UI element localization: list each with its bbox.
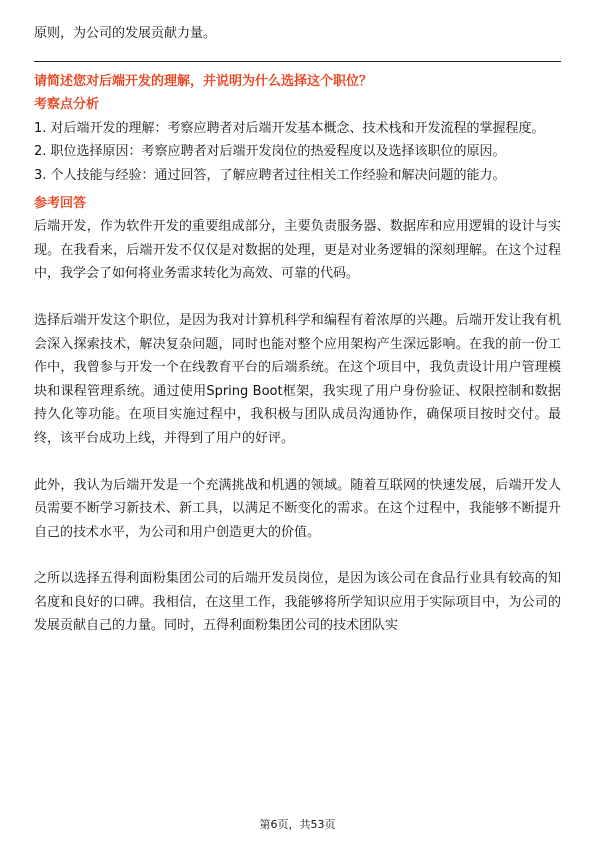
analysis-item: 3. 个人技能与经验：通过回答，了解应聘者过往相关工作经验和解决问题的能力。 (34, 167, 506, 183)
answer-paragraph: 后端开发，作为软件开发的重要组成部分，主要负责服务器、数据库和应用逻辑的设计与实现。在我看来，后端开发不仅仅是对数据的处理，更是对业务逻辑的深刻理解。在这个过程中，我学会了如何将业务需求转化为高效、可靠的代码。 (34, 219, 561, 282)
analysis-item: 1. 对后端开发的理解：考察应聘者对后端开发基本概念、技术栈和开发流程的掌握程度。 (34, 120, 545, 136)
analysis-list (34, 117, 561, 188)
page-number: 第6页，共53页 (259, 818, 336, 831)
section-divider (34, 61, 561, 62)
analysis-item: 2. 职位选择原因：考察应聘者对后端开发岗位的热爱程度以及选择该职位的原因。 (34, 144, 506, 160)
question-title: 请简述您对后端开发的理解，并说明为什么选择这个职位？ (34, 73, 373, 89)
intro-tail-text: 原则，为公司的发展贡献力量。 (34, 26, 217, 41)
answer-paragraph: 此外，我认为后端开发是一个充满挑战和机遇的领域。随着互联网的快速发展，后端开发人员需要不断学习新技术、新工具，以满足不断变化的需求。在这个过程中，我能够不断提升自己的技术水平，为公司和用户创造更大的价值。 (34, 477, 561, 540)
analysis-heading: 考察点分析 (34, 97, 100, 113)
answer-paragraph: 之所以选择五得利面粉集团公司的后端开发员岗位，是因为该公司在食品行业具有较高的知名度和良好的口碑。我相信，在这里工作，我能够将所学知识应用于实际项目中，为公司的发展贡献自己的力量。同时，五得利面粉集团公司的技术团队实 (34, 571, 561, 634)
answer-heading: 参考回答 (34, 195, 87, 211)
answer-paragraph: 选择后端开发这个职位，是因为我对计算机科学和编程有着浓厚的兴趣。后端开发让我有机会深入探索技术，解决复杂问题，同时也能对整个应用架构产生深远影响。在我的前一份工作中，我曾参与开发一个在线教育平台的后端系统。在这个项目中，我负责设计用户管理模块和课程管理系统。通过使用Spring Boot框架，我实现了用户身份验证、权限控制和数据持久化等功能。在项目实施过程中，我积极与团队成员沟通协作，确保项目按时交付。最终，该平台成功上线，并得到了用户的好评。 (34, 312, 561, 446)
document-page (34, 22, 561, 638)
